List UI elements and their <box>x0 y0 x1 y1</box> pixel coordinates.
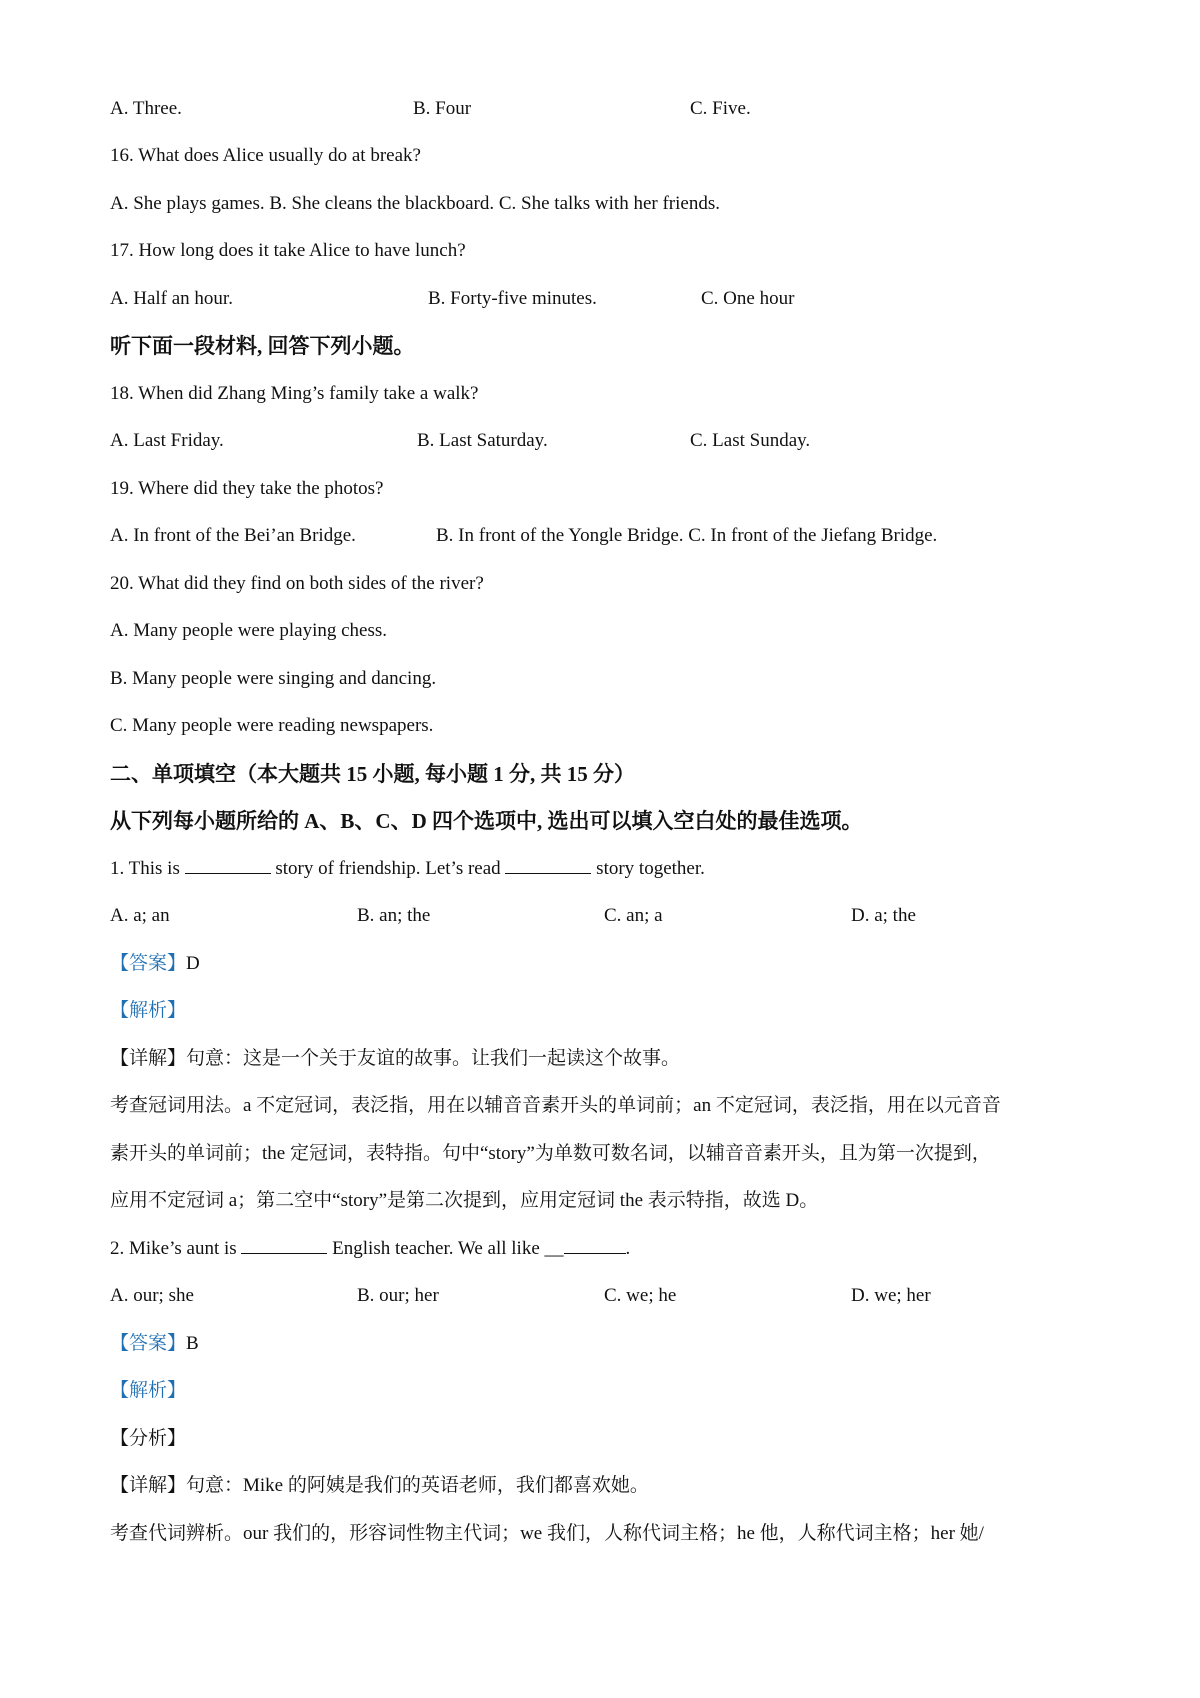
s2q1-text-3: story together. <box>591 858 705 879</box>
s2q2-text-2: English teacher. We all like __ <box>327 1238 564 1259</box>
s2q1-option-c: C. an; a <box>604 905 663 926</box>
s2q1-option-a: A. a; an <box>110 905 170 926</box>
s2q1-explanation-2: 素开头的单词前；the 定冠词，表特指。句中“story”为单数可数名词，以辅音音素开头，且为第一次提到， <box>110 1143 991 1164</box>
s2q1-answer <box>110 950 200 978</box>
s2q2-blank-1 <box>241 1235 327 1254</box>
q19-option-a: A. In front of the Bei’an Bridge. <box>110 525 356 546</box>
s2q2-answer <box>110 1330 199 1358</box>
s2q1-option-d: D. a; the <box>851 905 916 926</box>
q17-question: 17. How long does it take Alice to have lunch? <box>110 240 466 261</box>
s2q1-explanation-1: 考查冠词用法。a 不定冠词，表泛指，用在以辅音音素开头的单词前；an 不定冠词，表泛指，用在以元音音 <box>110 1095 1001 1116</box>
q15-option-a: A. Three. <box>110 98 182 119</box>
listen-instruction: 听下面一段材料, 回答下列小题。 <box>110 334 415 358</box>
s2q2-blank-2 <box>564 1235 626 1254</box>
q17-option-c: C. One hour <box>701 288 795 309</box>
s2q1-option-b: B. an; the <box>357 905 431 926</box>
q19-option-bc: B. In front of the Yongle Bridge. C. In front of the Jiefang Bridge. <box>436 525 938 546</box>
s2q2-analysis-label: 【解析】 <box>110 1380 187 1401</box>
q18-question: 18. When did Zhang Ming’s family take a walk? <box>110 383 479 404</box>
s2q2-fenxi-label: 【分析】 <box>110 1428 187 1449</box>
q20-question: 20. What did they find on both sides of the river? <box>110 573 484 594</box>
q15-option-c: C. Five. <box>690 98 751 119</box>
section2-title: 二、单项填空（本大题共 15 小题, 每小题 1 分, 共 15 分） <box>110 762 635 786</box>
s2q2-option-b: B. our; her <box>357 1285 439 1306</box>
s2q2-option-c: C. we; he <box>604 1285 677 1306</box>
s2q1-analysis-label: 【解析】 <box>110 1000 187 1021</box>
s2q2-answer-value: B <box>186 1333 199 1354</box>
q17-option-b: B. Forty-five minutes. <box>428 288 597 309</box>
s2q1-answer-value: D <box>186 953 200 974</box>
s2q1-blank-2 <box>505 855 591 874</box>
q18-option-b: B. Last Saturday. <box>417 430 548 451</box>
q17-option-a: A. Half an hour. <box>110 288 233 309</box>
s2q2-answer-label: 【答案】 <box>110 1333 187 1354</box>
q18-option-a: A. Last Friday. <box>110 430 224 451</box>
s2q1-text-2: story of friendship. Let’s read <box>270 858 506 879</box>
q15-option-b: B. Four <box>413 98 472 119</box>
s2q1-detail: 【详解】句意：这是一个关于友谊的故事。让我们一起读这个故事。 <box>110 1048 681 1069</box>
s2q2-option-a: A. our; she <box>110 1285 194 1306</box>
s2q1-text-1: 1. This is <box>110 858 185 879</box>
s2q1-answer-label: 【答案】 <box>110 953 187 974</box>
s2q2-text-3: . <box>625 1238 631 1259</box>
s2q2-detail: 【详解】句意：Mike 的阿姨是我们的英语老师，我们都喜欢她。 <box>110 1475 649 1496</box>
q20-option-b: B. Many people were singing and dancing. <box>110 668 437 689</box>
q19-question: 19. Where did they take the photos? <box>110 478 384 499</box>
q20-option-c: C. Many people were reading newspapers. <box>110 715 434 736</box>
q18-option-c: C. Last Sunday. <box>690 430 811 451</box>
s2q1-question <box>110 855 705 883</box>
s2q1-explanation-3: 应用不定冠词 a；第二空中“story”是第二次提到，应用定冠词 the 表示特指，故选 D。 <box>110 1190 819 1211</box>
s2q2-option-d: D. we; her <box>851 1285 931 1306</box>
q16-question: 16. What does Alice usually do at break? <box>110 145 421 166</box>
s2q2-text-1: 2. Mike’s aunt is <box>110 1238 242 1259</box>
s2q1-blank-1 <box>185 855 271 874</box>
s2q2-question <box>110 1235 630 1263</box>
section2-instruction: 从下列每小题所给的 A、B、C、D 四个选项中, 选出可以填入空白处的最佳选项。 <box>110 809 863 833</box>
q20-option-a: A. Many people were playing chess. <box>110 620 388 641</box>
q16-options: A. She plays games. B. She cleans the blackboard. C. She talks with her friends. <box>110 193 720 214</box>
s2q2-explanation-1: 考查代词辨析。our 我们的，形容词性物主代词；we 我们，人称代词主格；he 他，人称代词主格；her 她/ <box>110 1523 984 1544</box>
